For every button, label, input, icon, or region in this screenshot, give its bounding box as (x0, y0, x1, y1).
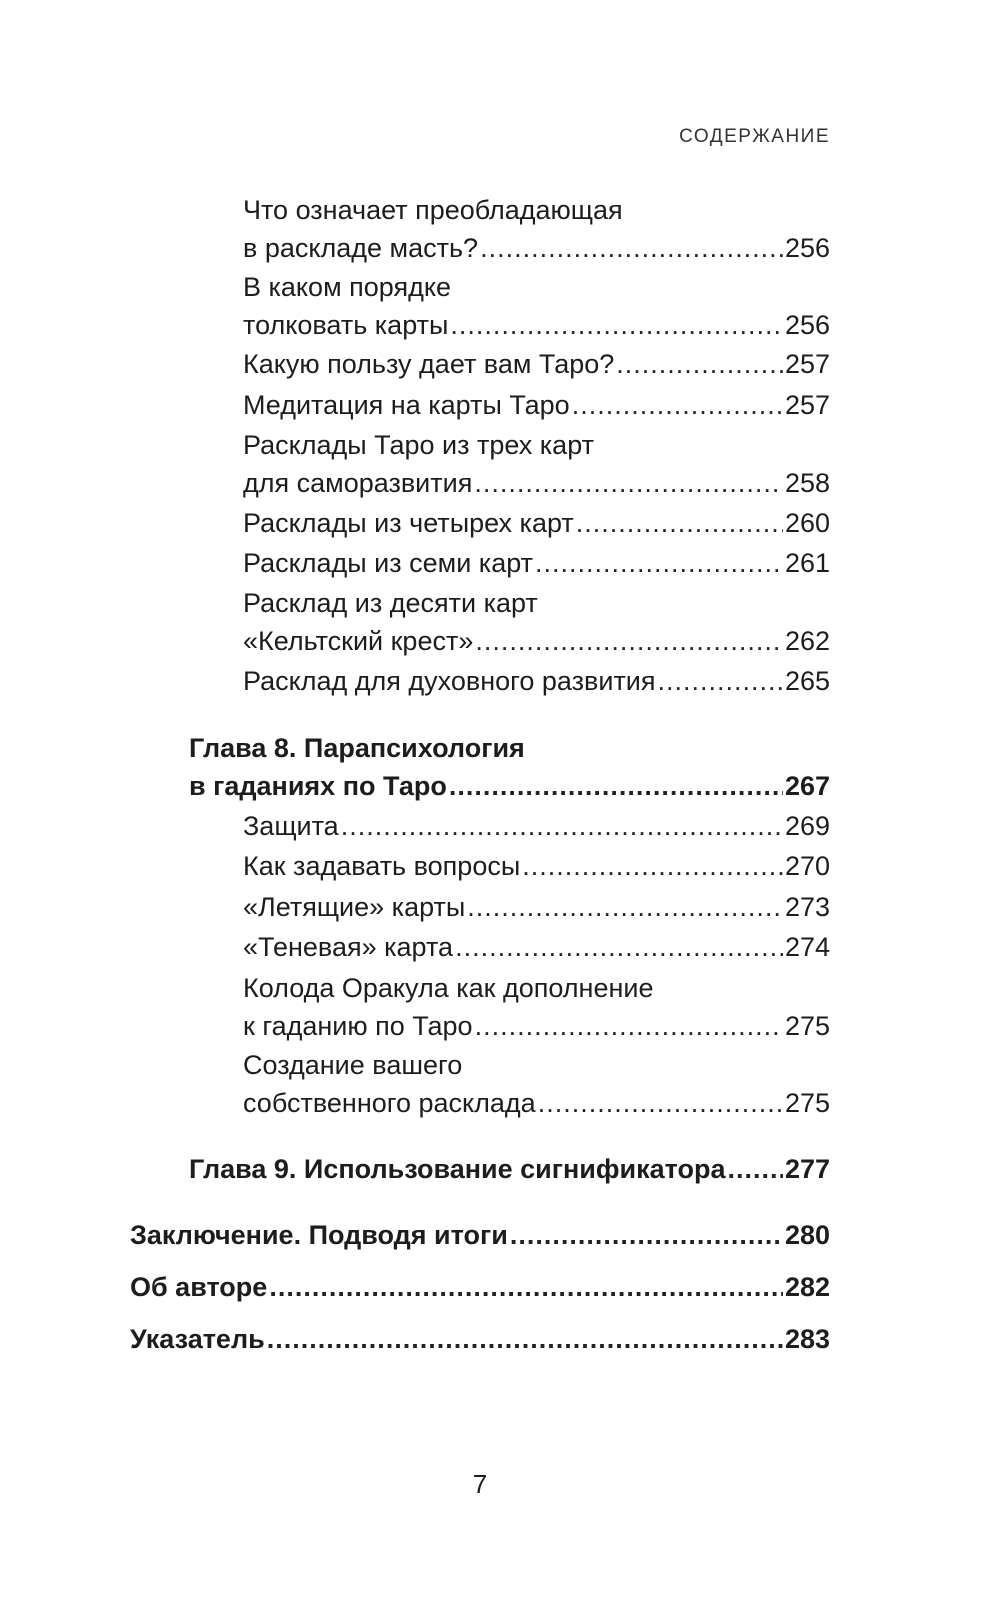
toc-entry-title: Об авторе (130, 1272, 268, 1302)
toc-chapter-entry[interactable] (189, 1150, 830, 1188)
dot-leader (455, 928, 783, 966)
dot-leader (576, 504, 783, 542)
toc-page-number: 273 (784, 892, 830, 922)
toc-page-number: 280 (784, 1220, 830, 1250)
toc-entry[interactable] (243, 928, 830, 966)
toc-page-number: 270 (784, 851, 830, 881)
dot-leader (658, 662, 783, 700)
toc-entry[interactable] (243, 544, 830, 582)
toc-entry-title: Как задавать вопросы (243, 851, 521, 881)
dot-leader (535, 544, 783, 582)
dot-leader (538, 1084, 783, 1122)
toc-entry-title: Расклад для духовного развития (243, 666, 656, 696)
toc-entry[interactable] (243, 191, 830, 267)
toc-page-number: 275 (784, 1011, 830, 1041)
toc-page-number: 257 (784, 349, 830, 379)
toc-entry[interactable] (243, 386, 830, 424)
toc-entry[interactable] (243, 584, 830, 660)
toc-page-number: 283 (784, 1324, 830, 1354)
dot-leader (467, 888, 783, 926)
dot-leader (450, 306, 783, 344)
toc-entry-title-line1: Колода Оракула как дополнение (243, 973, 654, 1003)
toc-entry-title: «Кельтский крест» (243, 626, 474, 656)
toc-section-entry[interactable] (130, 1320, 830, 1358)
toc-entry[interactable] (243, 807, 830, 845)
toc-page-number: 274 (784, 932, 830, 962)
toc-entry-title: Расклады из семи карт (243, 548, 534, 578)
toc-entry-title-line1: Что означает преобладающая (243, 195, 623, 225)
toc-section-entry[interactable] (130, 1216, 830, 1254)
dot-leader (267, 1320, 783, 1358)
toc-entry-title: Медитация на карты Таро (243, 390, 570, 420)
toc-page-number: 262 (784, 626, 830, 656)
dot-leader (341, 807, 783, 845)
running-head: СОДЕРЖАНИЕ (679, 126, 830, 147)
toc-entry-title-line1: Глава 8. Парапсихология (189, 733, 525, 763)
toc-entry-title: Какую пользу дает вам Таро? (243, 349, 615, 379)
toc-page-number: 260 (784, 508, 830, 538)
dot-leader (449, 767, 783, 805)
toc-entry-title: собственного расклада (243, 1088, 536, 1118)
toc-entry[interactable] (243, 504, 830, 542)
toc-page-number: 261 (784, 548, 830, 578)
toc-entry-title: Указатель (130, 1324, 265, 1354)
toc-entry-title: к гаданию по Таро (243, 1011, 473, 1041)
toc-entry-title-line1: Расклад из десяти карт (243, 588, 538, 618)
dot-leader (522, 847, 783, 885)
toc-page-number: 258 (784, 468, 830, 498)
dot-leader (475, 622, 783, 660)
toc-entry-title: «Летящие» карты (243, 892, 466, 922)
toc-entry[interactable] (243, 888, 830, 926)
toc-entry-title: «Теневая» карта (243, 932, 454, 962)
toc-page-number: 269 (784, 811, 830, 841)
toc-entry-title: для саморазвития (243, 468, 473, 498)
toc-page-number: 282 (784, 1272, 830, 1302)
toc-entry[interactable] (243, 268, 830, 344)
dot-leader (475, 1007, 783, 1045)
toc-entry-title: Расклады из четырех карт (243, 508, 574, 538)
toc-entry[interactable] (243, 847, 830, 885)
toc-page-number: 277 (784, 1154, 830, 1184)
toc-entry-title: в раскладе масть? (243, 233, 479, 263)
toc-chapter-entry[interactable] (189, 729, 830, 805)
toc-page-number: 256 (784, 233, 830, 263)
dot-leader (474, 464, 783, 502)
dot-leader (480, 229, 783, 267)
toc-page-number: 256 (784, 310, 830, 340)
toc-page-number: 265 (784, 666, 830, 696)
toc-entry-title: толковать карты (243, 310, 449, 340)
dot-leader (728, 1150, 783, 1188)
toc-entry-title: Глава 9. Использование сигнификатора (189, 1154, 726, 1184)
toc-entry-title: Заключение. Подводя итоги (130, 1220, 508, 1250)
dot-leader (572, 386, 783, 424)
toc-entry-title: в гаданиях по Таро (189, 771, 447, 801)
toc-entry-title-line1: Расклады Таро из трех карт (243, 430, 594, 460)
toc-entry[interactable] (243, 969, 830, 1045)
dot-leader (510, 1216, 783, 1254)
dot-leader (269, 1268, 783, 1306)
toc-entry[interactable] (243, 1046, 830, 1122)
toc-page-number: 267 (784, 771, 830, 801)
toc-entry-title-line1: В каком порядке (243, 272, 451, 302)
toc-entry-title: Защита (243, 811, 339, 841)
page-number: 7 (472, 1469, 488, 1499)
toc-section-entry[interactable] (130, 1268, 830, 1306)
toc-entry-title-line1: Создание вашего (243, 1050, 463, 1080)
toc-page-number: 275 (784, 1088, 830, 1118)
toc-entry[interactable] (243, 662, 830, 700)
toc-entry[interactable] (243, 345, 830, 383)
toc-page-number: 257 (784, 390, 830, 420)
toc-entry[interactable] (243, 426, 830, 502)
dot-leader (616, 345, 783, 383)
